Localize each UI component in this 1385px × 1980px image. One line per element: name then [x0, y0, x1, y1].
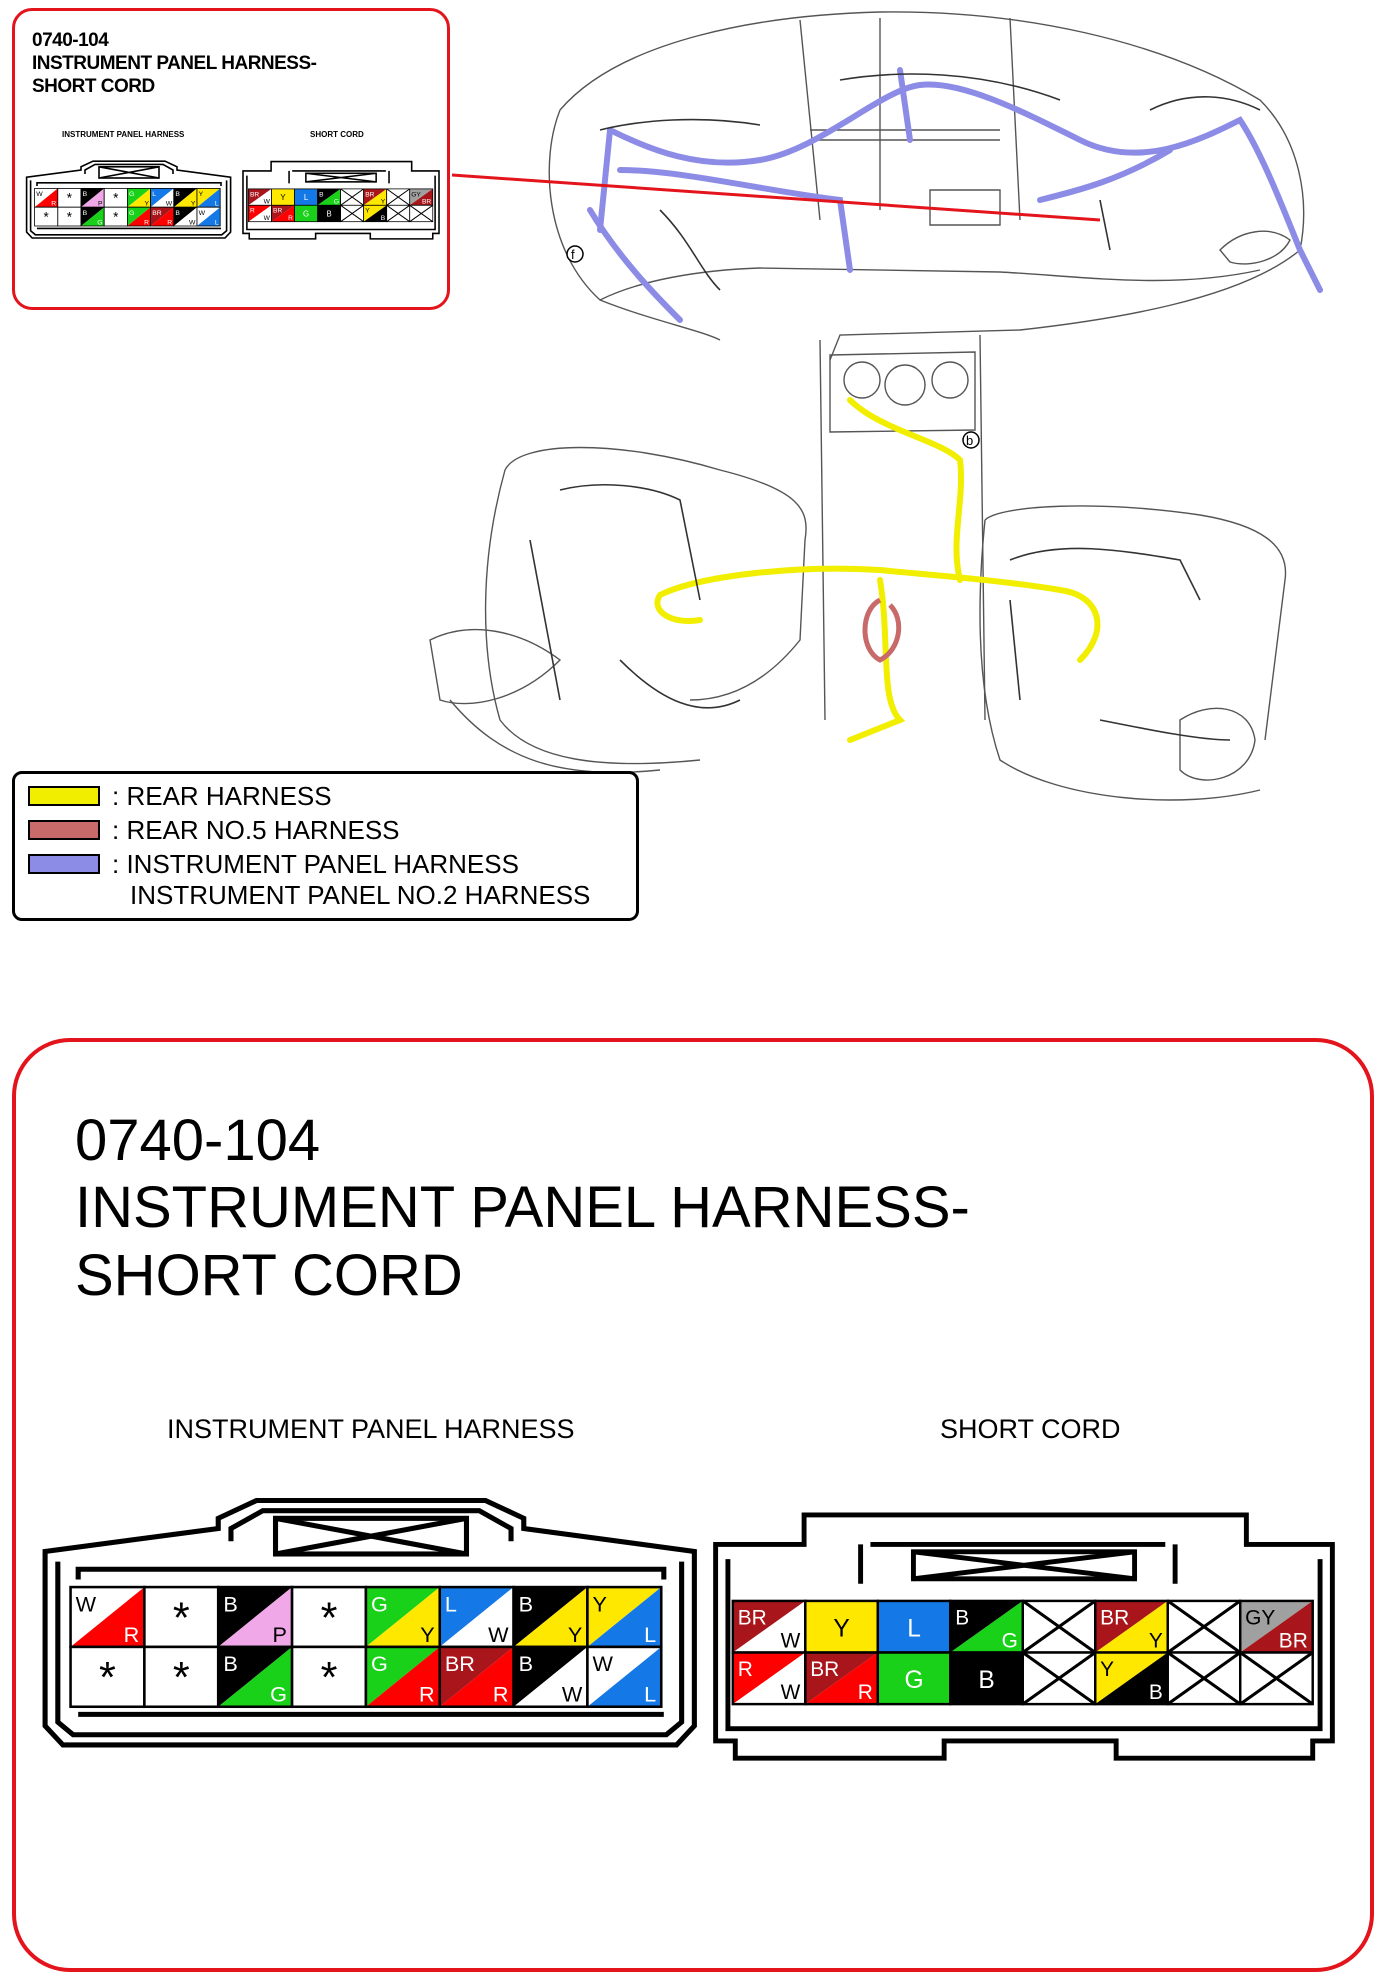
wire-stripe-color-label: G	[97, 219, 103, 227]
wire-base-color-label: BR	[737, 1606, 767, 1630]
detail-label-short-cord: SHORT CORD	[940, 1414, 1121, 1444]
ip-pin-16	[197, 207, 220, 226]
wire-stripe-color-label: W	[188, 219, 196, 227]
ip-pin-13	[127, 207, 150, 226]
ip-pin-3	[218, 1587, 292, 1647]
wire-base-color-label: BR	[444, 1651, 475, 1677]
wire-base-color-label: GY	[1245, 1606, 1276, 1630]
floor-wire-branches	[530, 485, 1230, 740]
sc-pin-14	[364, 205, 387, 222]
ip-pin-9	[71, 1647, 145, 1707]
empty-cavity-mark: *	[320, 1654, 338, 1703]
empty-cavity-mark: *	[172, 1654, 190, 1703]
wire-stripe-color-label: Y	[1148, 1629, 1163, 1653]
wire-base-color-label: W	[75, 1591, 97, 1617]
wire-base-color-label: B	[223, 1591, 238, 1617]
inset-title-line1: INSTRUMENT PANEL HARNESS-	[32, 53, 317, 74]
wire-base-color-label: B	[518, 1591, 534, 1617]
sc-pin-3	[295, 189, 318, 205]
wire-base-color-label: L	[444, 1591, 457, 1617]
ip-pin-12	[104, 207, 127, 226]
wire-stripe-color-label: R	[167, 219, 173, 227]
empty-cavity-mark: *	[99, 1654, 116, 1703]
sc-pin-15	[1168, 1653, 1240, 1705]
ip-pin-5	[127, 188, 150, 207]
ip-pin-5	[366, 1587, 440, 1647]
sc-pin-4	[318, 189, 341, 206]
wire-base-color-label: B	[955, 1606, 970, 1630]
wire-stripe-color-label: BR	[421, 198, 432, 206]
ip-pin-7	[174, 188, 197, 207]
ip-pin-3	[81, 188, 104, 207]
wire-base-color-label: B	[82, 191, 88, 198]
callout-f	[567, 246, 583, 262]
sc-latch-cross	[913, 1552, 1134, 1579]
sc-pin-16	[1240, 1653, 1312, 1705]
legend-swatch-rear	[28, 786, 100, 806]
detail-connector-code: 0740-104	[75, 1108, 321, 1173]
ip-pin-2	[58, 188, 81, 207]
sc-pin-6	[364, 189, 387, 206]
wire-base-color-label: B	[175, 191, 180, 198]
wire-stripe-color-label: W	[263, 215, 270, 223]
wire-base-color-label: BR	[810, 1657, 840, 1681]
sc-pin-10	[271, 205, 294, 222]
wire-base-color-label: W	[36, 191, 43, 198]
wire-stripe-color-label: L	[214, 219, 219, 227]
rear-harness-wires	[657, 400, 1097, 740]
wire-stripe-color-label: R	[144, 219, 149, 227]
wire-stripe-color-label: W	[780, 1681, 801, 1705]
wire-base-color-label: W	[592, 1651, 613, 1677]
ip-pin-6	[151, 188, 174, 207]
empty-cavity-mark: *	[113, 209, 119, 225]
wire-stripe-color-label: Y	[567, 1621, 583, 1647]
inset-label-short-cord: SHORT CORD	[310, 130, 364, 139]
wire-stripe-color-label: W	[488, 1621, 509, 1647]
inset-label-instrument-panel: INSTRUMENT PANEL HARNESS	[62, 130, 185, 139]
wire-stripe-color-label: R	[857, 1681, 873, 1705]
inset-connector-code: 0740-104	[32, 30, 109, 51]
legend-swatch-instrument-panel	[28, 854, 100, 874]
ip-pin-10	[144, 1647, 218, 1707]
sc-pin-14	[1095, 1653, 1167, 1705]
ip-pin-16	[587, 1647, 661, 1707]
ip-pin-14	[440, 1647, 514, 1707]
wire-color-label: L	[907, 1615, 921, 1643]
wire-stripe-color-label: Y	[380, 198, 386, 206]
callout-f-label: f	[571, 247, 575, 262]
detail-ip-connector	[40, 1490, 702, 1758]
wire-base-color-label: BR	[250, 191, 260, 199]
detail-title-line1: INSTRUMENT PANEL HARNESS-	[75, 1175, 970, 1240]
wire-stripe-color-label: Y	[420, 1621, 435, 1647]
wire-stripe-color-label: Y	[144, 200, 149, 208]
wire-stripe-color-label: L	[644, 1621, 657, 1647]
wire-stripe-color-label: G	[1001, 1629, 1018, 1653]
wire-stripe-color-label: R	[51, 200, 57, 208]
detail-label-instrument-panel: INSTRUMENT PANEL HARNESS	[167, 1414, 575, 1444]
detail-sc-connector	[704, 1510, 1344, 1768]
wire-base-color-label: Y	[198, 191, 204, 198]
inset-sc-connector	[238, 160, 444, 242]
empty-cavity-mark: *	[66, 190, 73, 206]
wire-color-label: Y	[280, 193, 286, 203]
wire-base-color-label: G	[129, 209, 135, 217]
wire-stripe-color-label: W	[165, 200, 173, 208]
wire-stripe-color-label: R	[492, 1681, 509, 1707]
sc-pin-6	[1095, 1601, 1167, 1653]
ip-pin-4	[292, 1587, 366, 1647]
sc-pin-12	[318, 205, 341, 221]
callout-b-label: b	[966, 433, 974, 448]
wire-stripe-color-label: P	[272, 1621, 287, 1647]
ip-pin-10	[58, 207, 81, 226]
sc-pin-3	[878, 1601, 950, 1653]
ip-pin-12	[292, 1647, 366, 1707]
sc-pin-5	[341, 189, 364, 205]
ip-pin-7	[514, 1587, 588, 1647]
sc-latch-cross	[306, 173, 376, 182]
empty-cavity-mark: *	[113, 190, 119, 206]
vehicle-outline	[430, 12, 1304, 800]
wire-stripe-color-label: R	[288, 215, 293, 223]
wire-base-color-label: GY	[411, 191, 421, 199]
sc-pin-12	[950, 1653, 1022, 1705]
sc-pin-1	[733, 1601, 805, 1653]
sc-pin-9	[733, 1653, 805, 1705]
wire-stripe-color-label: G	[270, 1681, 287, 1707]
ip-latch-cross	[276, 1518, 467, 1554]
wire-base-color-label: G	[371, 1591, 388, 1617]
wire-color-label: B	[978, 1667, 995, 1695]
wire-color-label: B	[326, 209, 332, 219]
sc-pin-13	[1023, 1653, 1095, 1705]
ip-pin-4	[104, 188, 127, 207]
sc-pin-8	[410, 189, 433, 206]
sc-pin-13	[341, 205, 364, 221]
sc-pin-7	[1168, 1601, 1240, 1653]
sc-pin-8	[1240, 1601, 1312, 1653]
ip-pin-8	[587, 1587, 661, 1647]
wire-stripe-color-label: BR	[1278, 1629, 1308, 1653]
harness-wire-branches	[600, 74, 1260, 290]
ip-pin-1	[71, 1587, 145, 1647]
ip-pin-2	[144, 1587, 218, 1647]
wire-base-color-label: BR	[365, 191, 375, 199]
wire-color-label: Y	[833, 1615, 850, 1643]
sc-pin-15	[387, 205, 410, 221]
inset-ip-connector	[24, 158, 234, 242]
legend-text-instrument-panel-no2: INSTRUMENT PANEL NO.2 HARNESS	[130, 880, 591, 910]
wire-color-label: L	[303, 193, 309, 203]
wire-base-color-label: BR	[273, 207, 283, 215]
ip-pin-11	[81, 207, 104, 226]
sc-pin-2	[271, 189, 294, 205]
wire-stripe-color-label: R	[123, 1621, 140, 1647]
legend-text-rear: : REAR HARNESS	[112, 781, 332, 811]
ip-pin-11	[218, 1647, 292, 1707]
wire-base-color-label: R	[737, 1657, 753, 1681]
wire-color-label: G	[303, 209, 310, 219]
wire-base-color-label: W	[198, 209, 206, 217]
wire-stripe-color-label: B	[1148, 1681, 1163, 1705]
wire-stripe-color-label: W	[263, 198, 270, 206]
wire-base-color-label: B	[518, 1651, 534, 1677]
sc-pin-5	[1023, 1601, 1095, 1653]
sc-pin-9	[248, 205, 271, 222]
sc-pin-4	[950, 1601, 1022, 1653]
sc-pin-11	[878, 1653, 950, 1705]
connector-pointer-line	[452, 175, 1100, 220]
wire-base-color-label: B	[319, 191, 324, 199]
empty-cavity-mark: *	[43, 209, 49, 225]
ip-pin-13	[366, 1647, 440, 1707]
sc-pin-16	[410, 205, 433, 221]
wire-base-color-label: G	[129, 191, 135, 198]
wire-base-color-label: B	[223, 1651, 238, 1677]
wire-base-color-label: Y	[1100, 1657, 1115, 1681]
wire-stripe-color-label: G	[333, 198, 340, 206]
legend-text-rear-no5: : REAR NO.5 HARNESS	[112, 815, 400, 845]
wire-base-color-label: B	[82, 209, 88, 217]
sc-pin-7	[387, 189, 410, 205]
empty-cavity-mark: *	[320, 1594, 338, 1643]
ip-pin-15	[174, 207, 197, 226]
inset-title-line2: SHORT CORD	[32, 76, 155, 97]
wire-stripe-color-label: W	[561, 1681, 583, 1707]
ip-pin-14	[151, 207, 174, 226]
wire-base-color-label: G	[371, 1651, 388, 1677]
wire-base-color-label: BR	[152, 209, 162, 217]
wire-base-color-label: B	[175, 209, 180, 217]
sc-pin-10	[805, 1653, 877, 1705]
wire-stripe-color-label: W	[780, 1629, 801, 1653]
sc-pin-11	[295, 205, 318, 221]
wire-stripe-color-label: L	[644, 1681, 657, 1707]
callout-b	[963, 432, 979, 448]
legend-text-instrument-panel: : INSTRUMENT PANEL HARNESS	[112, 849, 519, 879]
ip-pin-6	[440, 1587, 514, 1647]
ip-pin-15	[514, 1647, 588, 1707]
wire-stripe-color-label: B	[380, 215, 386, 223]
wire-stripe-color-label: R	[419, 1681, 435, 1707]
ip-latch-cross	[99, 167, 159, 178]
instrument-panel-harness-wires	[590, 70, 1320, 320]
ip-pin-9	[35, 207, 58, 226]
wire-base-color-label: R	[250, 207, 255, 215]
sc-pin-1	[248, 189, 271, 206]
wire-stripe-color-label: L	[214, 200, 219, 208]
ip-pin-8	[197, 188, 220, 207]
sc-pin-2	[805, 1601, 877, 1653]
wire-stripe-color-label: P	[98, 200, 103, 208]
wire-base-color-label: Y	[592, 1591, 607, 1617]
detail-title-line2: SHORT CORD	[75, 1243, 463, 1308]
wire-base-color-label: L	[152, 191, 156, 198]
wire-base-color-label: BR	[1100, 1606, 1130, 1630]
wire-base-color-label: Y	[365, 207, 370, 215]
wire-stripe-color-label: Y	[190, 200, 196, 208]
legend-swatch-rear-no5	[28, 820, 100, 840]
wire-color-label: G	[904, 1667, 924, 1695]
empty-cavity-mark: *	[66, 209, 73, 225]
empty-cavity-mark: *	[172, 1594, 190, 1643]
ip-pin-1	[35, 188, 58, 207]
